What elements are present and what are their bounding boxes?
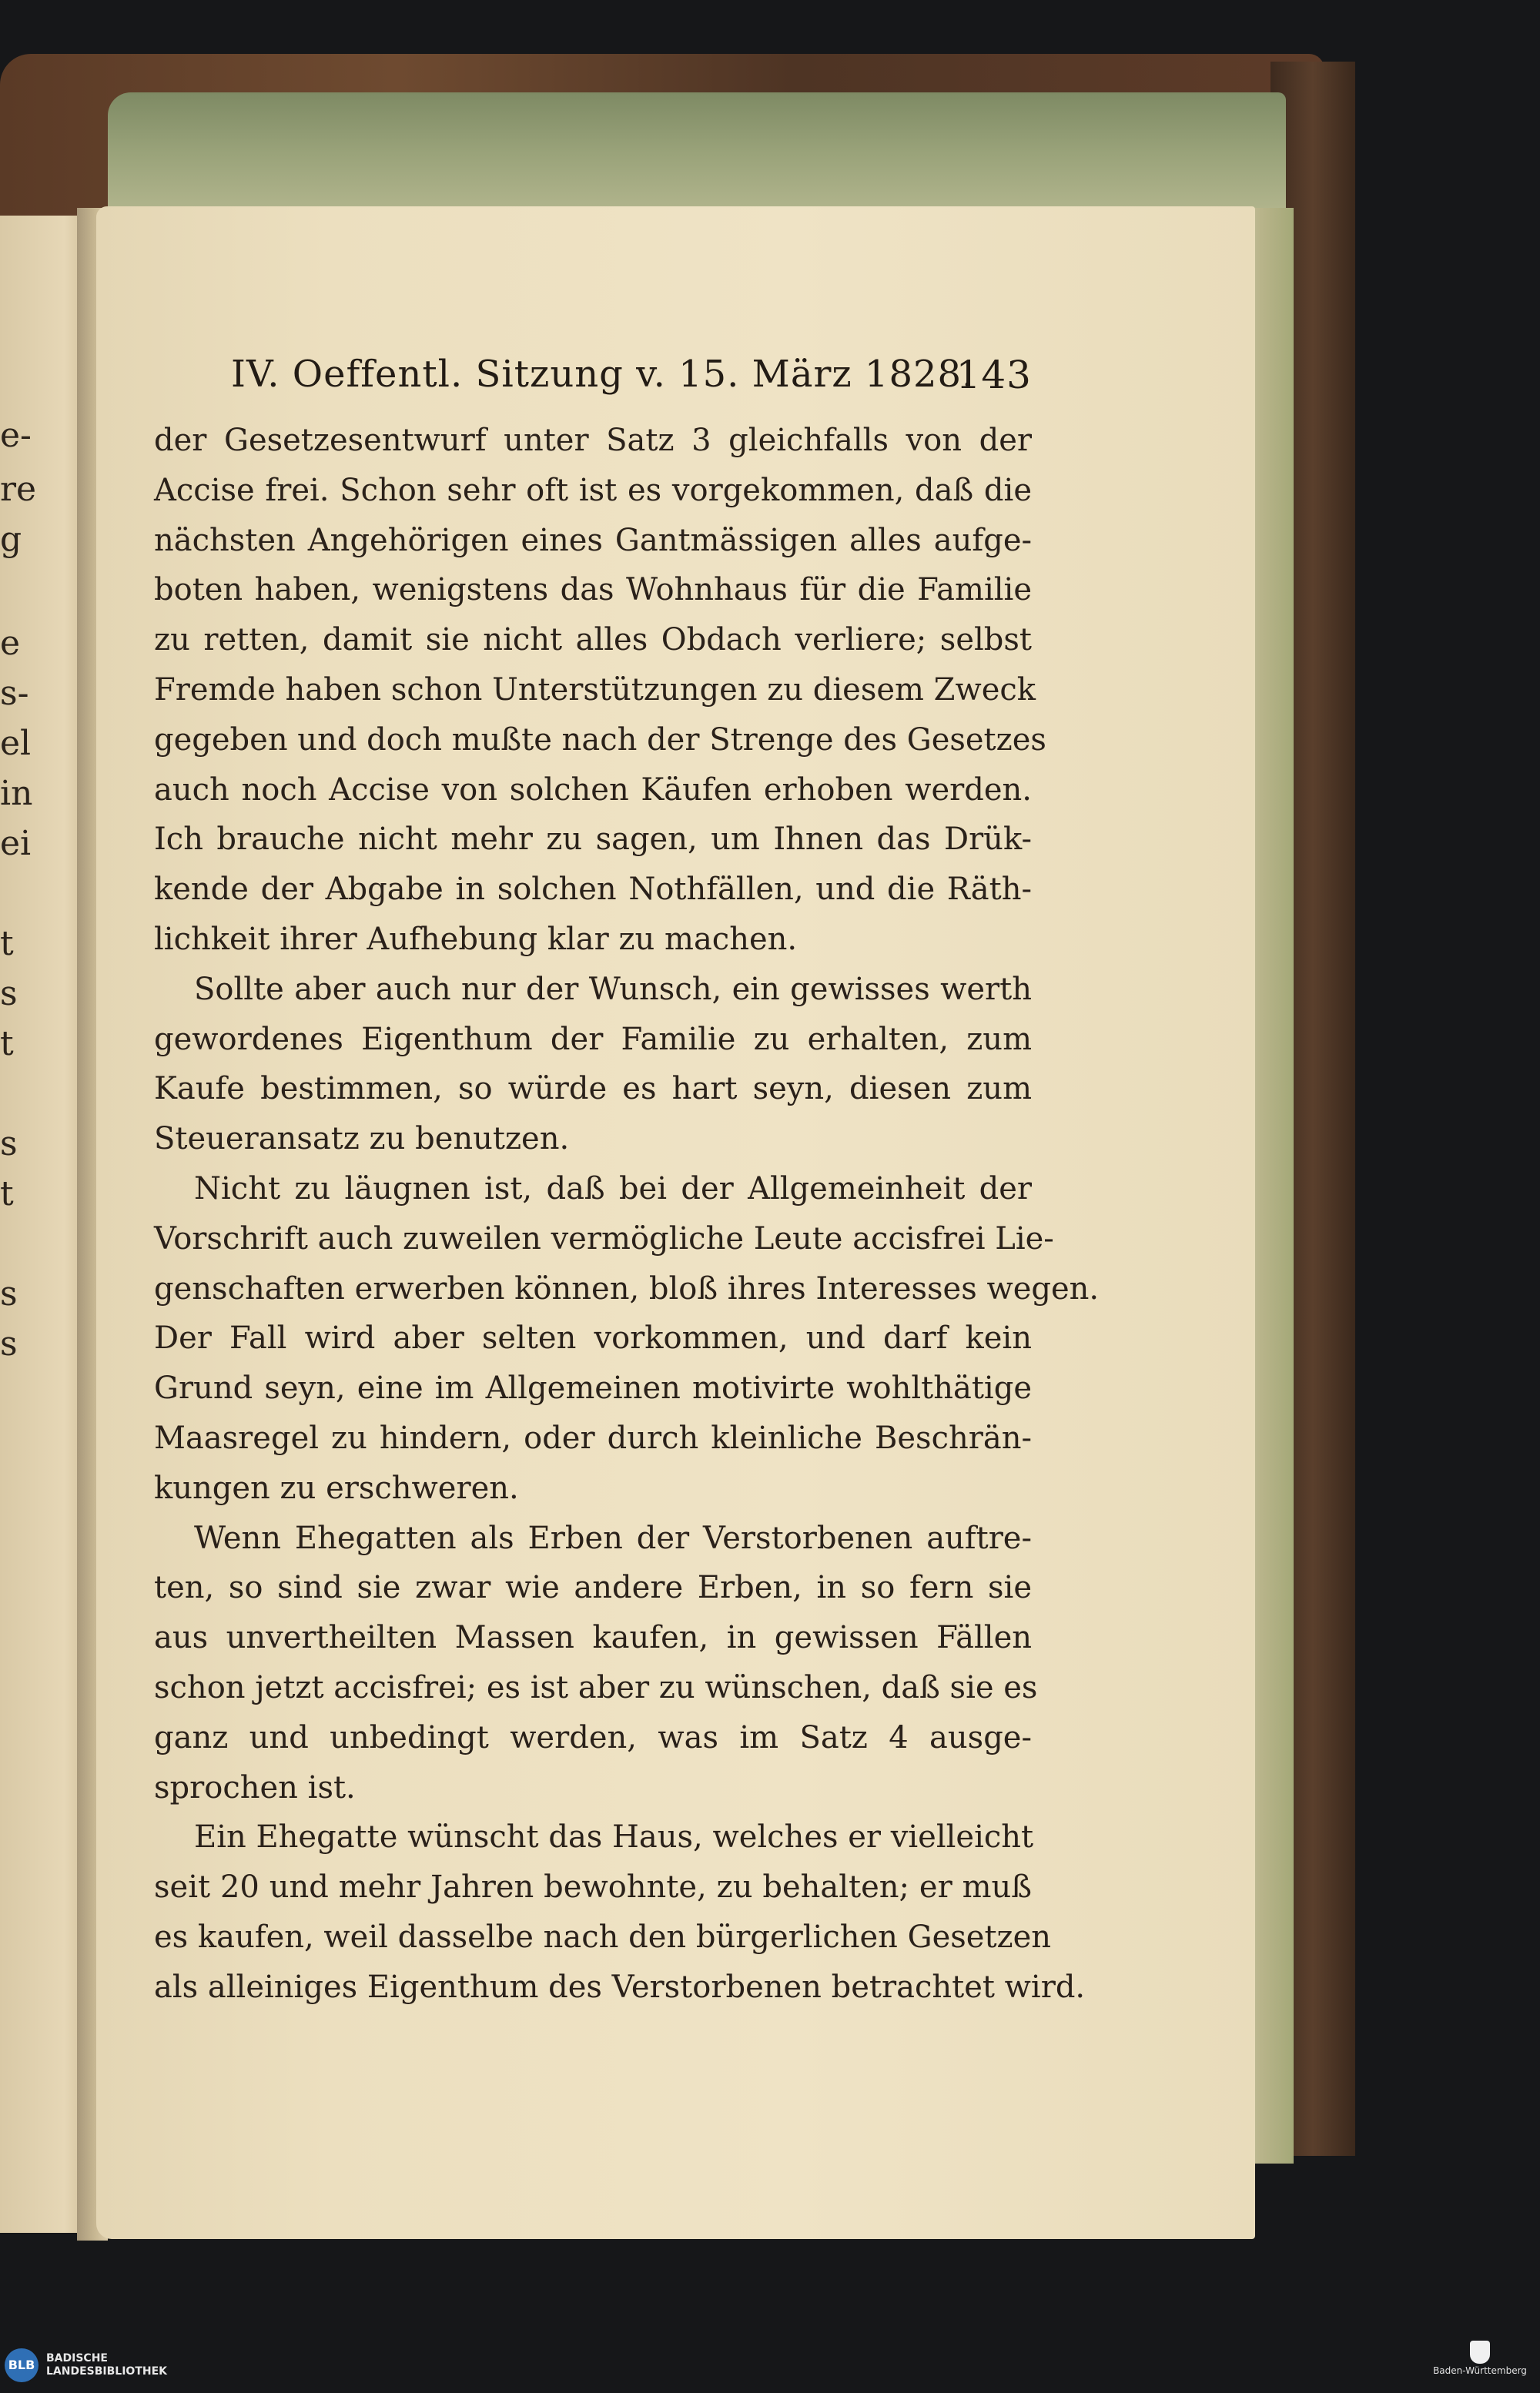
left-fragment: s: [0, 1274, 18, 1314]
text-line: Ich brauche nicht mehr zu sagen, um Ihnen das Drük-: [154, 822, 1032, 858]
left-fragment: e-: [0, 416, 32, 455]
body-text: [154, 416, 1100, 2013]
left-fragment: s-: [0, 674, 29, 713]
running-title: IV. Oeffentl. Sitzung v. 15. März 1828.: [231, 353, 975, 396]
text-line: es kaufen, weil dasselbe nach den bürgerlichen Gesetzen: [154, 1919, 1052, 1955]
text-line: gewordenes Eigenthum der Familie zu erhalten, zum: [154, 1021, 1032, 1057]
blb-badge-icon: BLB: [5, 2348, 38, 2382]
blb-logo-line1: BADISCHE: [46, 2352, 108, 2365]
text-line: Accise frei. Schon sehr oft ist es vorgekommen, daß die: [154, 472, 1032, 508]
blb-logo-line2: LANDESBIBLIOTHEK: [46, 2365, 168, 2378]
text-line: aus unvertheilten Massen kaufen, in gewissen Fällen: [154, 1620, 1032, 1656]
text-line: Ein Ehegatte wünscht das Haus, welches er vielleicht: [194, 1819, 1034, 1856]
text-line: schon jetzt accisfrei; es ist aber zu wünschen, daß sie es: [154, 1669, 1038, 1705]
text-line: kungen zu erschweren.: [154, 1470, 519, 1506]
text-line: ten, so sind sie zwar wie andere Erben, in so fern sie: [154, 1570, 1032, 1606]
text-line: boten haben, wenigstens das Wohnhaus für die Familie: [154, 572, 1032, 608]
left-fragment: in: [0, 774, 33, 813]
text-line: Kaufe bestimmen, so würde es hart seyn, diesen zum: [154, 1071, 1032, 1107]
left-fragment: t: [0, 924, 14, 963]
blb-logo: [5, 2348, 167, 2382]
text-line: genschaften erwerben können, bloß ihres Interesses wegen.: [154, 1270, 1100, 1307]
left-fragment: e: [0, 624, 21, 663]
text-line: sprochen ist.: [154, 1769, 356, 1806]
page-block-top-edge: [108, 92, 1286, 216]
running-header: [231, 353, 1032, 396]
text-line: ganz und unbedingt werden, was im Satz 4 ausge-: [154, 1719, 1032, 1755]
text-line: Wenn Ehegatten als Erben der Verstorbenen auftre-: [194, 1520, 1032, 1556]
text-line: auch noch Accise von solchen Käufen erhoben werden.: [154, 771, 1032, 808]
blb-logo-text: [46, 2352, 167, 2378]
text-line: Vorschrift auch zuweilen vermögliche Leute accisfrei Lie-: [154, 1220, 1054, 1257]
text-line: als alleiniges Eigenthum des Verstorbenen betrachtet wird.: [154, 1969, 1086, 2005]
text-line: zu retten, damit sie nicht alles Obdach verliere; selbst: [154, 622, 1032, 658]
text-line: kende der Abgabe in solchen Nothfällen, und die Räth-: [154, 872, 1032, 908]
text-line: Nicht zu läugnen ist, daß bei der Allgemeinheit der: [194, 1170, 1032, 1207]
left-fragment: re: [0, 470, 37, 509]
page-number: 143: [956, 353, 1032, 397]
text-line: lichkeit ihrer Aufhebung klar zu machen.: [154, 921, 798, 957]
left-fragment: s: [0, 1324, 18, 1364]
left-fragment: ei: [0, 824, 32, 863]
text-line: nächsten Angehörigen eines Gantmässigen alles aufge-: [154, 522, 1032, 558]
text-line: Fremde haben schon Unterstützungen zu diesem Zweck: [154, 671, 1036, 708]
left-fragment: s: [0, 1124, 18, 1163]
left-fragment: s: [0, 974, 18, 1013]
text-line: Steueransatz zu benutzen.: [154, 1121, 570, 1157]
coat-of-arms-icon: [1470, 2341, 1490, 2364]
text-line: der Gesetzesentwurf unter Satz 3 gleichfalls von der: [154, 423, 1032, 458]
left-fragment: g: [0, 520, 22, 559]
left-fragment: t: [0, 1174, 14, 1213]
left-fragment: el: [0, 724, 32, 763]
text-line: gegeben und doch mußte nach der Strenge des Gesetzes: [154, 721, 1046, 758]
text-line: seit 20 und mehr Jahren bewohnte, zu behalten; er muß: [154, 1869, 1032, 1906]
bw-logo: [1426, 2341, 1534, 2376]
text-line: Grund seyn, eine im Allgemeinen motivirte wohlthätige: [154, 1371, 1032, 1407]
left-fragment: t: [0, 1024, 14, 1063]
bw-logo-text: Baden-Württemberg: [1433, 2365, 1527, 2376]
text-line: Sollte aber auch nur der Wunsch, ein gewisses werth: [194, 971, 1032, 1007]
text-line: Maasregel zu hindern, oder durch kleinliche Beschrän-: [154, 1420, 1032, 1456]
text-line: Der Fall wird aber selten vorkommen, und darf kein: [154, 1320, 1032, 1357]
